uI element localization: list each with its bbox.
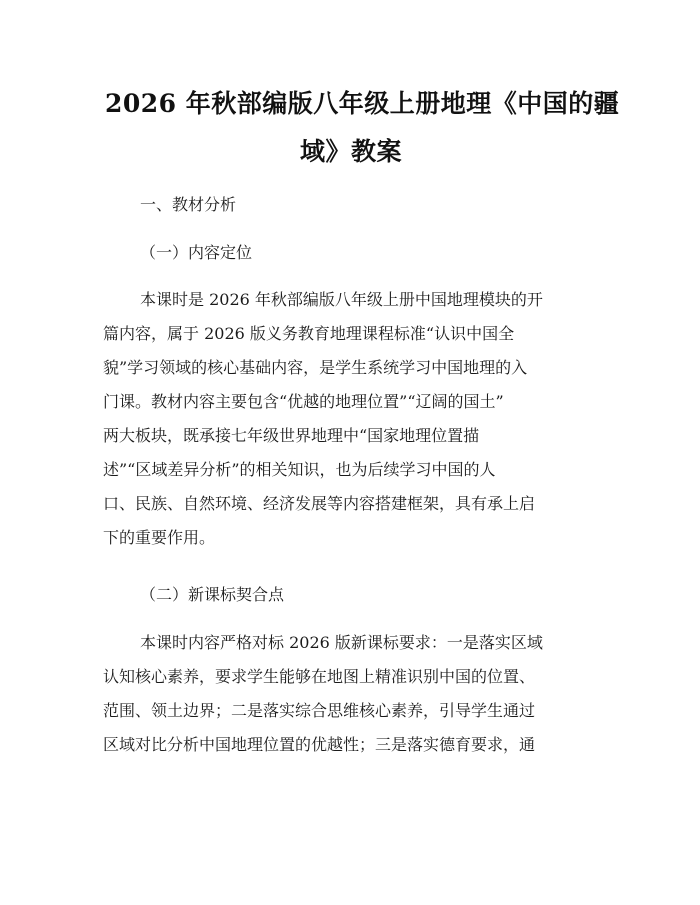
paragraph-line: 下的重要作用。 bbox=[103, 528, 216, 547]
paragraph-line: 本课时内容严格对标 2026 版新课标要求：一是落实区域 bbox=[140, 633, 543, 652]
paragraph-line: 区域对比分析中国地理位置的优越性；三是落实德育要求，通 bbox=[103, 735, 536, 754]
document-title-line-1: 2026 年秋部编版八年级上册地理《中国的疆 bbox=[105, 89, 620, 118]
paragraph-line: 篇内容，属于 2026 版义务教育地理课程标准“认识中国全 bbox=[103, 324, 515, 343]
document-title-line-2: 域》教案 bbox=[300, 137, 403, 166]
subsection-heading-content-positioning: （一）内容定位 bbox=[140, 243, 253, 262]
paragraph-line: 口、民族、自然环境、经济发展等内容搭建框架，具有承上启 bbox=[103, 494, 536, 513]
paragraph-line: 范围、领土边界；二是落实综合思维核心素养，引导学生通过 bbox=[103, 701, 536, 720]
paragraph-line: 两大板块，既承接七年级世界地理中“国家地理位置描 bbox=[103, 426, 480, 445]
paragraph-line: 门课。教材内容主要包含“优越的地理位置”“辽阔的国土” bbox=[103, 392, 504, 411]
paragraph-line: 认知核心素养，要求学生能够在地图上精准识别中国的位置、 bbox=[103, 667, 536, 686]
paragraph-line: 本课时是 2026 年秋部编版八年级上册中国地理模块的开 bbox=[140, 290, 543, 309]
paragraph-line: 述”“区域差异分析”的相关知识，也为后续学习中国的人 bbox=[103, 460, 496, 479]
paragraph-line: 貌”学习领域的核心基础内容，是学生系统学习中国地理的入 bbox=[103, 358, 528, 377]
subsection-heading-curriculum-alignment: （二）新课标契合点 bbox=[140, 585, 285, 604]
section-heading-textbook-analysis: 一、教材分析 bbox=[140, 195, 237, 214]
